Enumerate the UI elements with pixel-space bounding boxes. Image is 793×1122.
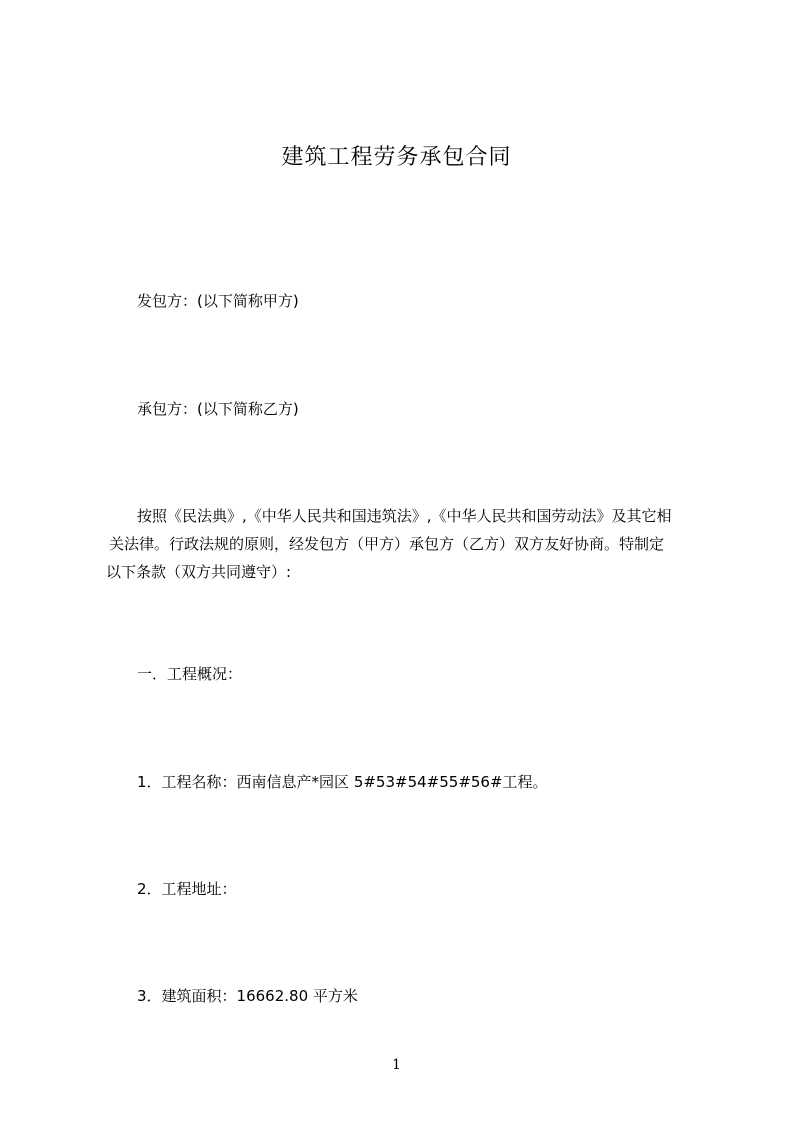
document-title: 建筑工程劳务承包合同: [281, 145, 512, 170]
section-1-heading: 一．工程概况：: [137, 665, 243, 683]
project-name-item: 1．工程名称：西南信息产*园区 5#53#54#55#56#工程。: [137, 773, 548, 791]
party-b-line: 承包方：(以下简称乙方): [137, 400, 299, 418]
intro-line-3: 以下条款（双方共同遵守）:: [106, 563, 292, 581]
intro-paragraph: [106, 502, 726, 586]
page-number: 1: [392, 1057, 401, 1073]
intro-line-1: 按照《民法典》,《中华人民共和国违筑法》,《中华人民共和国劳动法》及其它相: [137, 507, 672, 525]
party-a-line: 发包方：(以下简称甲方): [137, 292, 299, 310]
project-address-item: 2．工程地址：: [137, 880, 237, 898]
intro-line-2: 关法律。行政法规的原则，经发包方（甲方）承包方（乙方）双方友好协商。特制定: [109, 535, 665, 553]
building-area-item: 3．建筑面积：16662.80 平方米: [137, 987, 358, 1005]
